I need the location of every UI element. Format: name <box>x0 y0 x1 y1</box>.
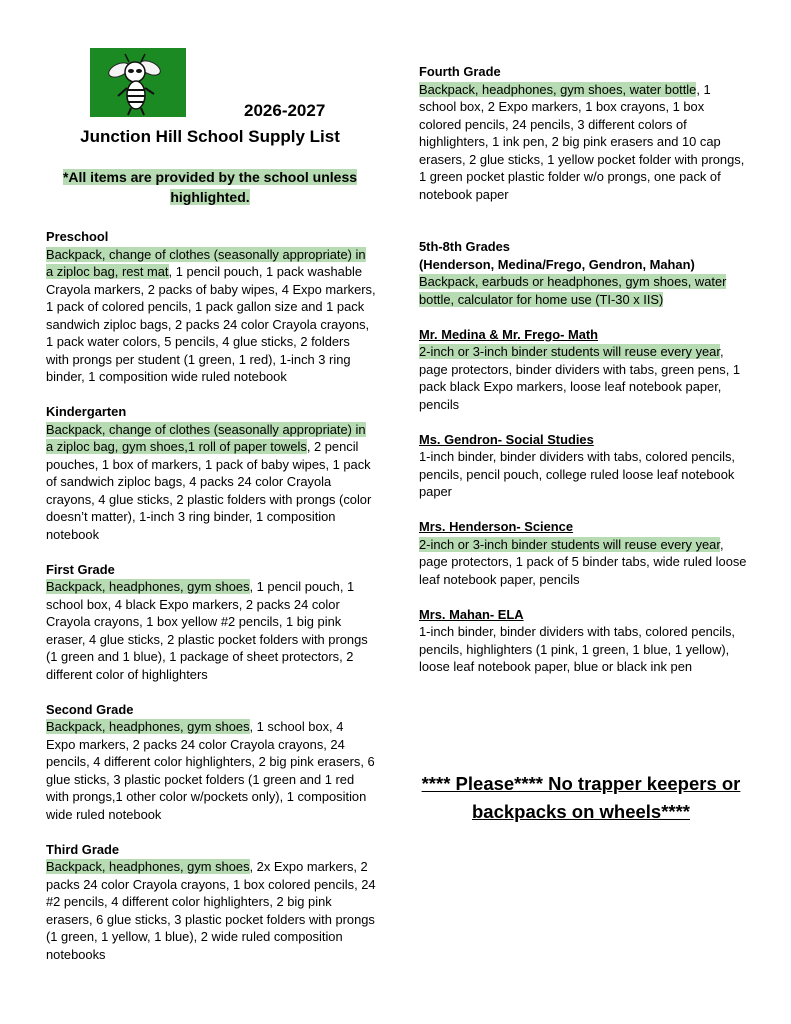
supply-list: Backpack, change of clothes (seasonally appropriate) in a ziploc bag, rest mat, 1 pencil pouch, 1 pack washable Crayola markers, 2 packs of baby wipes, 4 Expo markers, 1 pack of colored pencils, 1 pack gallon size and 1 pack sandwich ziploc bags, 2 packs 24 color Crayola crayons, 1 pack water colors, 5 pencils, 4 glue sticks, 2 folders with prongs per student (1 green, 1 red), 1-inch 3 ring binder, 1 composition wide ruled notebook <box>46 246 376 384</box>
grade-section-third <box>46 841 376 964</box>
school-year: 2026-2027 <box>244 101 326 120</box>
section-heading: Second Grade <box>46 701 134 717</box>
section-heading: Mrs. Mahan- ELA <box>419 606 524 622</box>
section-heading: 5th-8th Grades <box>419 239 510 254</box>
supply-list: Backpack, earbuds or headphones, gym shoes, water bottle, calculator for home use (TI-30 x IIS) <box>419 274 727 307</box>
teacher-section-math <box>419 326 749 414</box>
grade-section-middle <box>419 238 749 308</box>
grade-section-fourth <box>419 63 749 203</box>
page-title: Junction Hill School Supply List <box>80 127 340 146</box>
section-heading: Mr. Medina & Mr. Frego- Math <box>419 326 599 342</box>
grade-section-first <box>46 561 376 684</box>
warning-notice: **** Please**** No trapper keepers or backpacks on wheels**** <box>421 773 741 822</box>
highlight-note: *All items are provided by the school unless highlighted. <box>62 169 358 205</box>
teacher-section-science <box>419 518 749 588</box>
section-heading: Mrs. Henderson- Science <box>419 519 574 534</box>
supply-list: Backpack, headphones, gym shoes, 1 pencil pouch, 1 school box, 4 black Expo markers, 2 packs 24 color Crayola crayons, 1 box yellow #2 pencils, 1 big pink eraser, 4 glue sticks, 2 plastic pocket folders with prongs (1 green and 1 blue), 1 package of sheet protectors, 2 different color of highlighters <box>46 579 368 682</box>
grade-section-kindergarten <box>46 403 376 543</box>
grade-section-second <box>46 701 376 824</box>
teacher-section-ela <box>419 606 749 676</box>
left-column <box>46 228 376 963</box>
right-column <box>419 63 749 676</box>
hornet-mascot-icon <box>90 48 186 117</box>
supply-list: Backpack, change of clothes (seasonally appropriate) in a ziploc bag, gym shoes,1 roll of paper towels, 2 pencil pouches, 1 box of markers, 1 pack of baby wipes, 1 pack of sandwich ziploc bags, 4 packs 24 color Crayola crayons, 4 glue sticks, 2 plastic folders with prongs (color doesn’t matter), 1-inch 3 ring binder, 1 composition notebook <box>46 421 372 542</box>
supply-list: 2-inch or 3-inch binder students will reuse every year, page protectors, binder dividers with tabs, green pens, 1 pack black Expo markers, loose leaf notebook paper, pencils <box>419 344 741 412</box>
supply-list: Backpack, headphones, gym shoes, 1 school box, 4 Expo markers, 2 packs 24 color Crayola crayons, 24 pencils, 4 different color highlighters, 2 big pink erasers, 6 glue sticks, 3 plastic pocket folders (1 green and 1 red with prongs,1 other color w/pockets only), 1 composition wide ruled notebook <box>46 719 375 822</box>
supply-list: Backpack, headphones, gym shoes, 2x Expo markers, 2 packs 24 color Crayola crayons, 1 box colored pencils, 24 #2 pencils, 4 different color highlighters, 2 big pink erasers, 6 glue sticks, 3 plastic pocket folders with prongs (1 green, 1 yellow, 1 blue), 2 wide ruled composition notebooks <box>46 859 376 962</box>
supply-list: 1-inch binder, binder dividers with tabs, colored pencils, pencils, pencil pouch, college ruled loose leaf notebook paper <box>419 449 735 499</box>
supply-list: 2-inch or 3-inch binder students will reuse every year, page protectors, 1 pack of 5 binder tabs, wide ruled loose leaf notebook paper, pencils <box>419 536 747 587</box>
supply-list: 1-inch binder, binder dividers with tabs, colored pencils, pencils, highlighters (1 pink, 1 green, 1 blue, 1 yellow), loose leaf notebook paper, blue or black ink pen <box>419 624 735 674</box>
section-heading: Preschool <box>46 229 109 244</box>
section-heading: Fourth Grade <box>419 64 501 79</box>
section-heading: Third Grade <box>46 841 120 857</box>
school-logo <box>90 48 186 117</box>
teacher-section-social-studies <box>419 431 749 501</box>
section-heading: Kindergarten <box>46 404 127 419</box>
grade-section-preschool <box>46 228 376 386</box>
section-heading: First Grade <box>46 561 115 577</box>
supply-list: Backpack, headphones, gym shoes, water bottle, 1 school box, 2 Expo markers, 1 box crayons, 1 box colored pencils, 24 pencils, 3 different colors of highlighters, 1 ink pen, 2 big pink erasers and 10 cap erasers, 2 glue sticks, 1 yellow pocket folder with prongs, 1 green pocket plastic folder w/o prongs, one pack of notebook paper <box>419 81 745 202</box>
teacher-names: (Henderson, Medina/Frego, Gendron, Mahan) <box>419 256 695 272</box>
section-heading: Ms. Gendron- Social Studies <box>419 431 594 447</box>
